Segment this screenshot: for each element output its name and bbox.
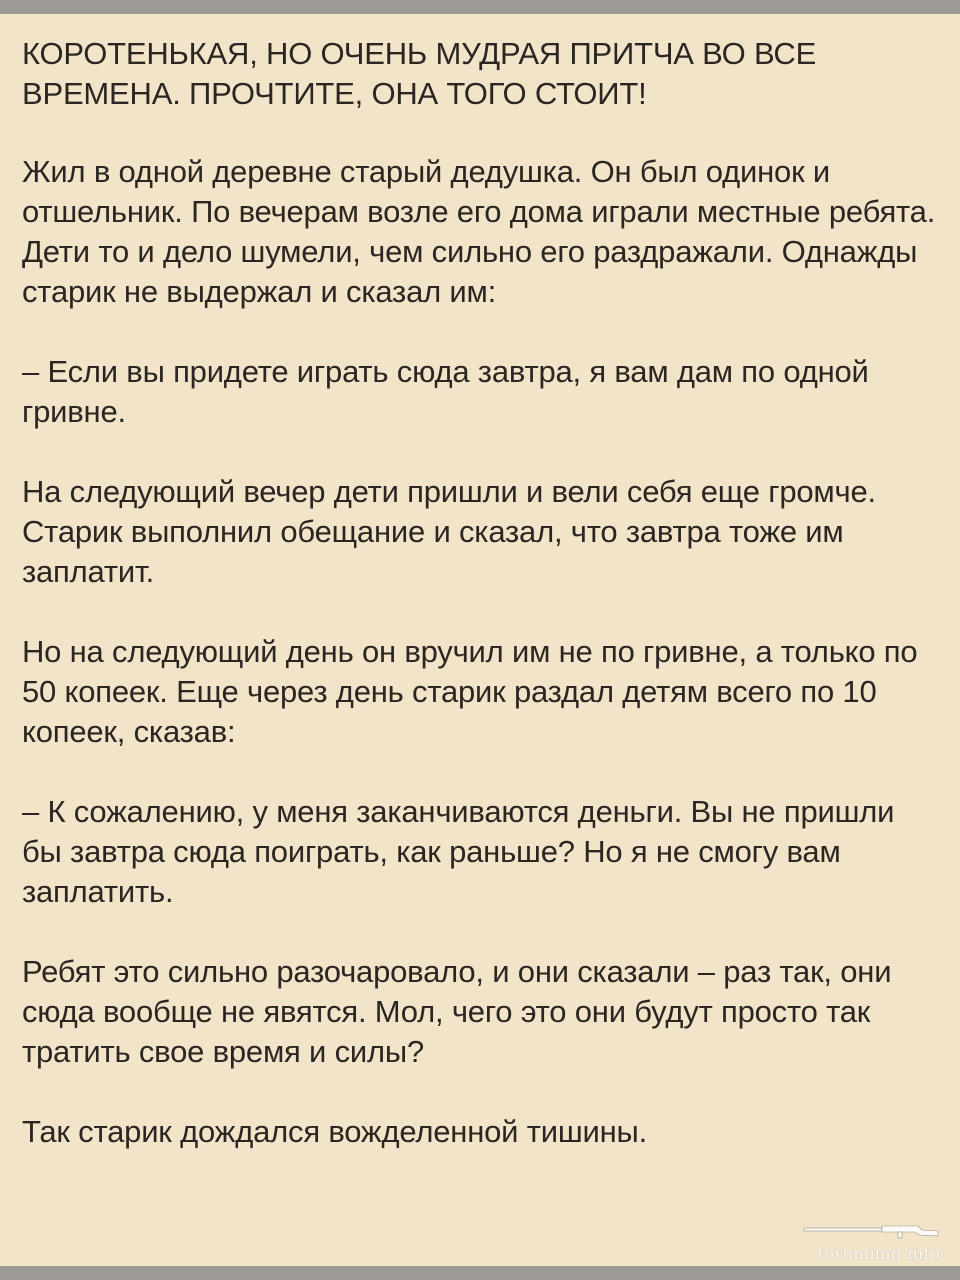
watermark [796, 1222, 946, 1264]
article [22, 34, 938, 1152]
paragraph-no-money: – К сожалению, у меня заканчиваются деньги. Вы не пришли бы завтра сюда поиграть, как раньше? Но я не смогу вам заплатить. [22, 794, 895, 909]
paragraph-less-money: Но на следующий день он вручил им не по гривне, а только по 50 копеек. Еще через день старик раздал детям всего по 10 копеек, сказав: [22, 634, 918, 749]
rifle-icon [802, 1222, 942, 1240]
paragraph-intro: Жил в одной деревне старый дедушка. Он был одинок и отшельник. По вечерам возле его дома играли местные ребята. Дети то и дело шумели, чем сильно его раздражали. Однажды старик не выдержал и сказал им: [22, 154, 936, 309]
top-frame-bar [0, 0, 960, 14]
paragraph-silence: Так старик дождался вожделенной тишины. [22, 1114, 648, 1149]
watermark-text: forumimg.info [817, 1244, 940, 1264]
paragraph-disappointed: Ребят это сильно разочаровало, и они сказали – раз так, они сюда вообще не явятся. Мол, чего это они будут просто так тратить свое время и силы? [22, 954, 892, 1069]
bottom-frame-bar [0, 1266, 960, 1280]
paragraph-next-evening: На следующий вечер дети пришли и вели себя еще громче. Старик выполнил обещание и сказал, что завтра тоже им заплатит. [22, 474, 876, 589]
paragraph-promise: – Если вы придете играть сюда завтра, я вам дам по одной гривне. [22, 354, 869, 429]
article-title: КОРОТЕНЬКАЯ, НО ОЧЕНЬ МУДРАЯ ПРИТЧА ВО ВСЕ ВРЕМЕНА. ПРОЧТИТЕ, ОНА ТОГО СТОИТ! [22, 36, 817, 111]
